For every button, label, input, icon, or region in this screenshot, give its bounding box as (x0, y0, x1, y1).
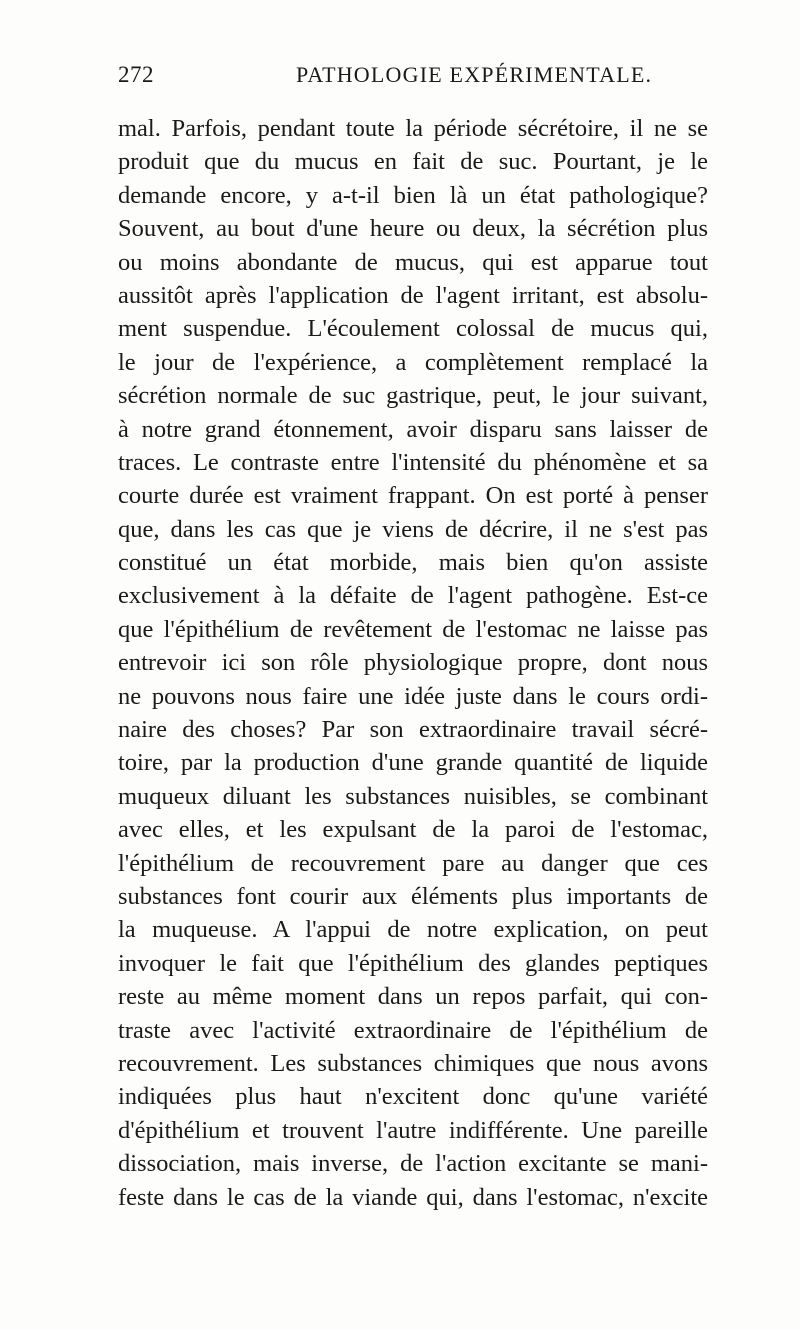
text-line: ment suspendue. L'écoulement colossal de mucus qui, (118, 315, 708, 343)
text-line: toire, par la production d'une grande quantité de liquide (118, 749, 708, 777)
text-line: substances font courir aux éléments plus importants de (118, 882, 708, 910)
text-line: courte durée est vraiment frappant. On est porté à penser (118, 482, 708, 510)
body-paragraph (118, 112, 708, 1214)
text-line: que l'épithélium de revêtement de l'estomac ne laisse pas (118, 615, 708, 643)
text-line: le jour de l'expérience, a complètement remplacé la (118, 348, 708, 376)
text-line: indiquées plus haut n'excitent donc qu'une variété (118, 1083, 708, 1111)
page-number: 272 (118, 62, 154, 87)
text-line: invoquer le fait que l'épithélium des glandes peptiques (118, 949, 708, 977)
text-line: aussitôt après l'application de l'agent irritant, est absolu- (118, 281, 708, 309)
text-line: constitué un état morbide, mais bien qu'on assiste (118, 549, 708, 577)
text-line: entrevoir ici son rôle physiologique propre, dont nous (118, 649, 708, 677)
text-line: sécrétion normale de suc gastrique, peut, le jour suivant, (118, 382, 708, 410)
text-line: dissociation, mais inverse, de l'action excitante se mani- (118, 1150, 708, 1178)
text-line: mal. Parfois, pendant toute la période sécrétoire, il ne se (118, 115, 708, 142)
page-header (118, 62, 700, 92)
text-line: la muqueuse. A l'appui de notre explication, on peut (118, 916, 708, 944)
text-line: traces. Le contraste entre l'intensité du phénomène et sa (118, 448, 708, 476)
text-line: traste avec l'activité extraordinaire de l'épithélium de (118, 1016, 708, 1044)
text-line: avec elles, et les expulsant de la paroi de l'estomac, (118, 816, 708, 844)
text-line: Souvent, au bout d'une heure ou deux, la sécrétion plus (118, 215, 708, 243)
text-line: exclusivement à la défaite de l'agent pathogène. Est-ce (118, 582, 708, 610)
text-line: que, dans les cas que je viens de décrire, il ne s'est pas (118, 515, 708, 543)
text-line: recouvrement. Les substances chimiques que nous avons (118, 1049, 708, 1077)
running-title: PATHOLOGIE EXPÉRIMENTALE. (296, 62, 653, 87)
text-line: d'épithélium et trouvent l'autre indifférente. Une pareille (118, 1116, 708, 1144)
text-line: à notre grand étonnement, avoir disparu sans laisser de (118, 415, 708, 443)
text-line: reste au même moment dans un repos parfait, qui con- (118, 983, 708, 1011)
text-line: produit que du mucus en fait de suc. Pourtant, je le (118, 148, 708, 176)
text-line: feste dans le cas de la viande qui, dans l'estomac, n'excite (118, 1183, 708, 1211)
text-line: l'épithélium de recouvrement pare au danger que ces (118, 849, 708, 877)
text-line: ne pouvons nous faire une idée juste dans le cours ordi- (118, 682, 708, 710)
text-line: muqueux diluant les substances nuisibles, se combinant (118, 782, 708, 810)
text-line: ou moins abondante de mucus, qui est apparue tout (118, 248, 708, 276)
text-line: naire des choses? Par son extraordinaire travail sécré- (118, 716, 708, 744)
text-line: demande encore, y a-t-il bien là un état pathologique? (118, 181, 708, 209)
